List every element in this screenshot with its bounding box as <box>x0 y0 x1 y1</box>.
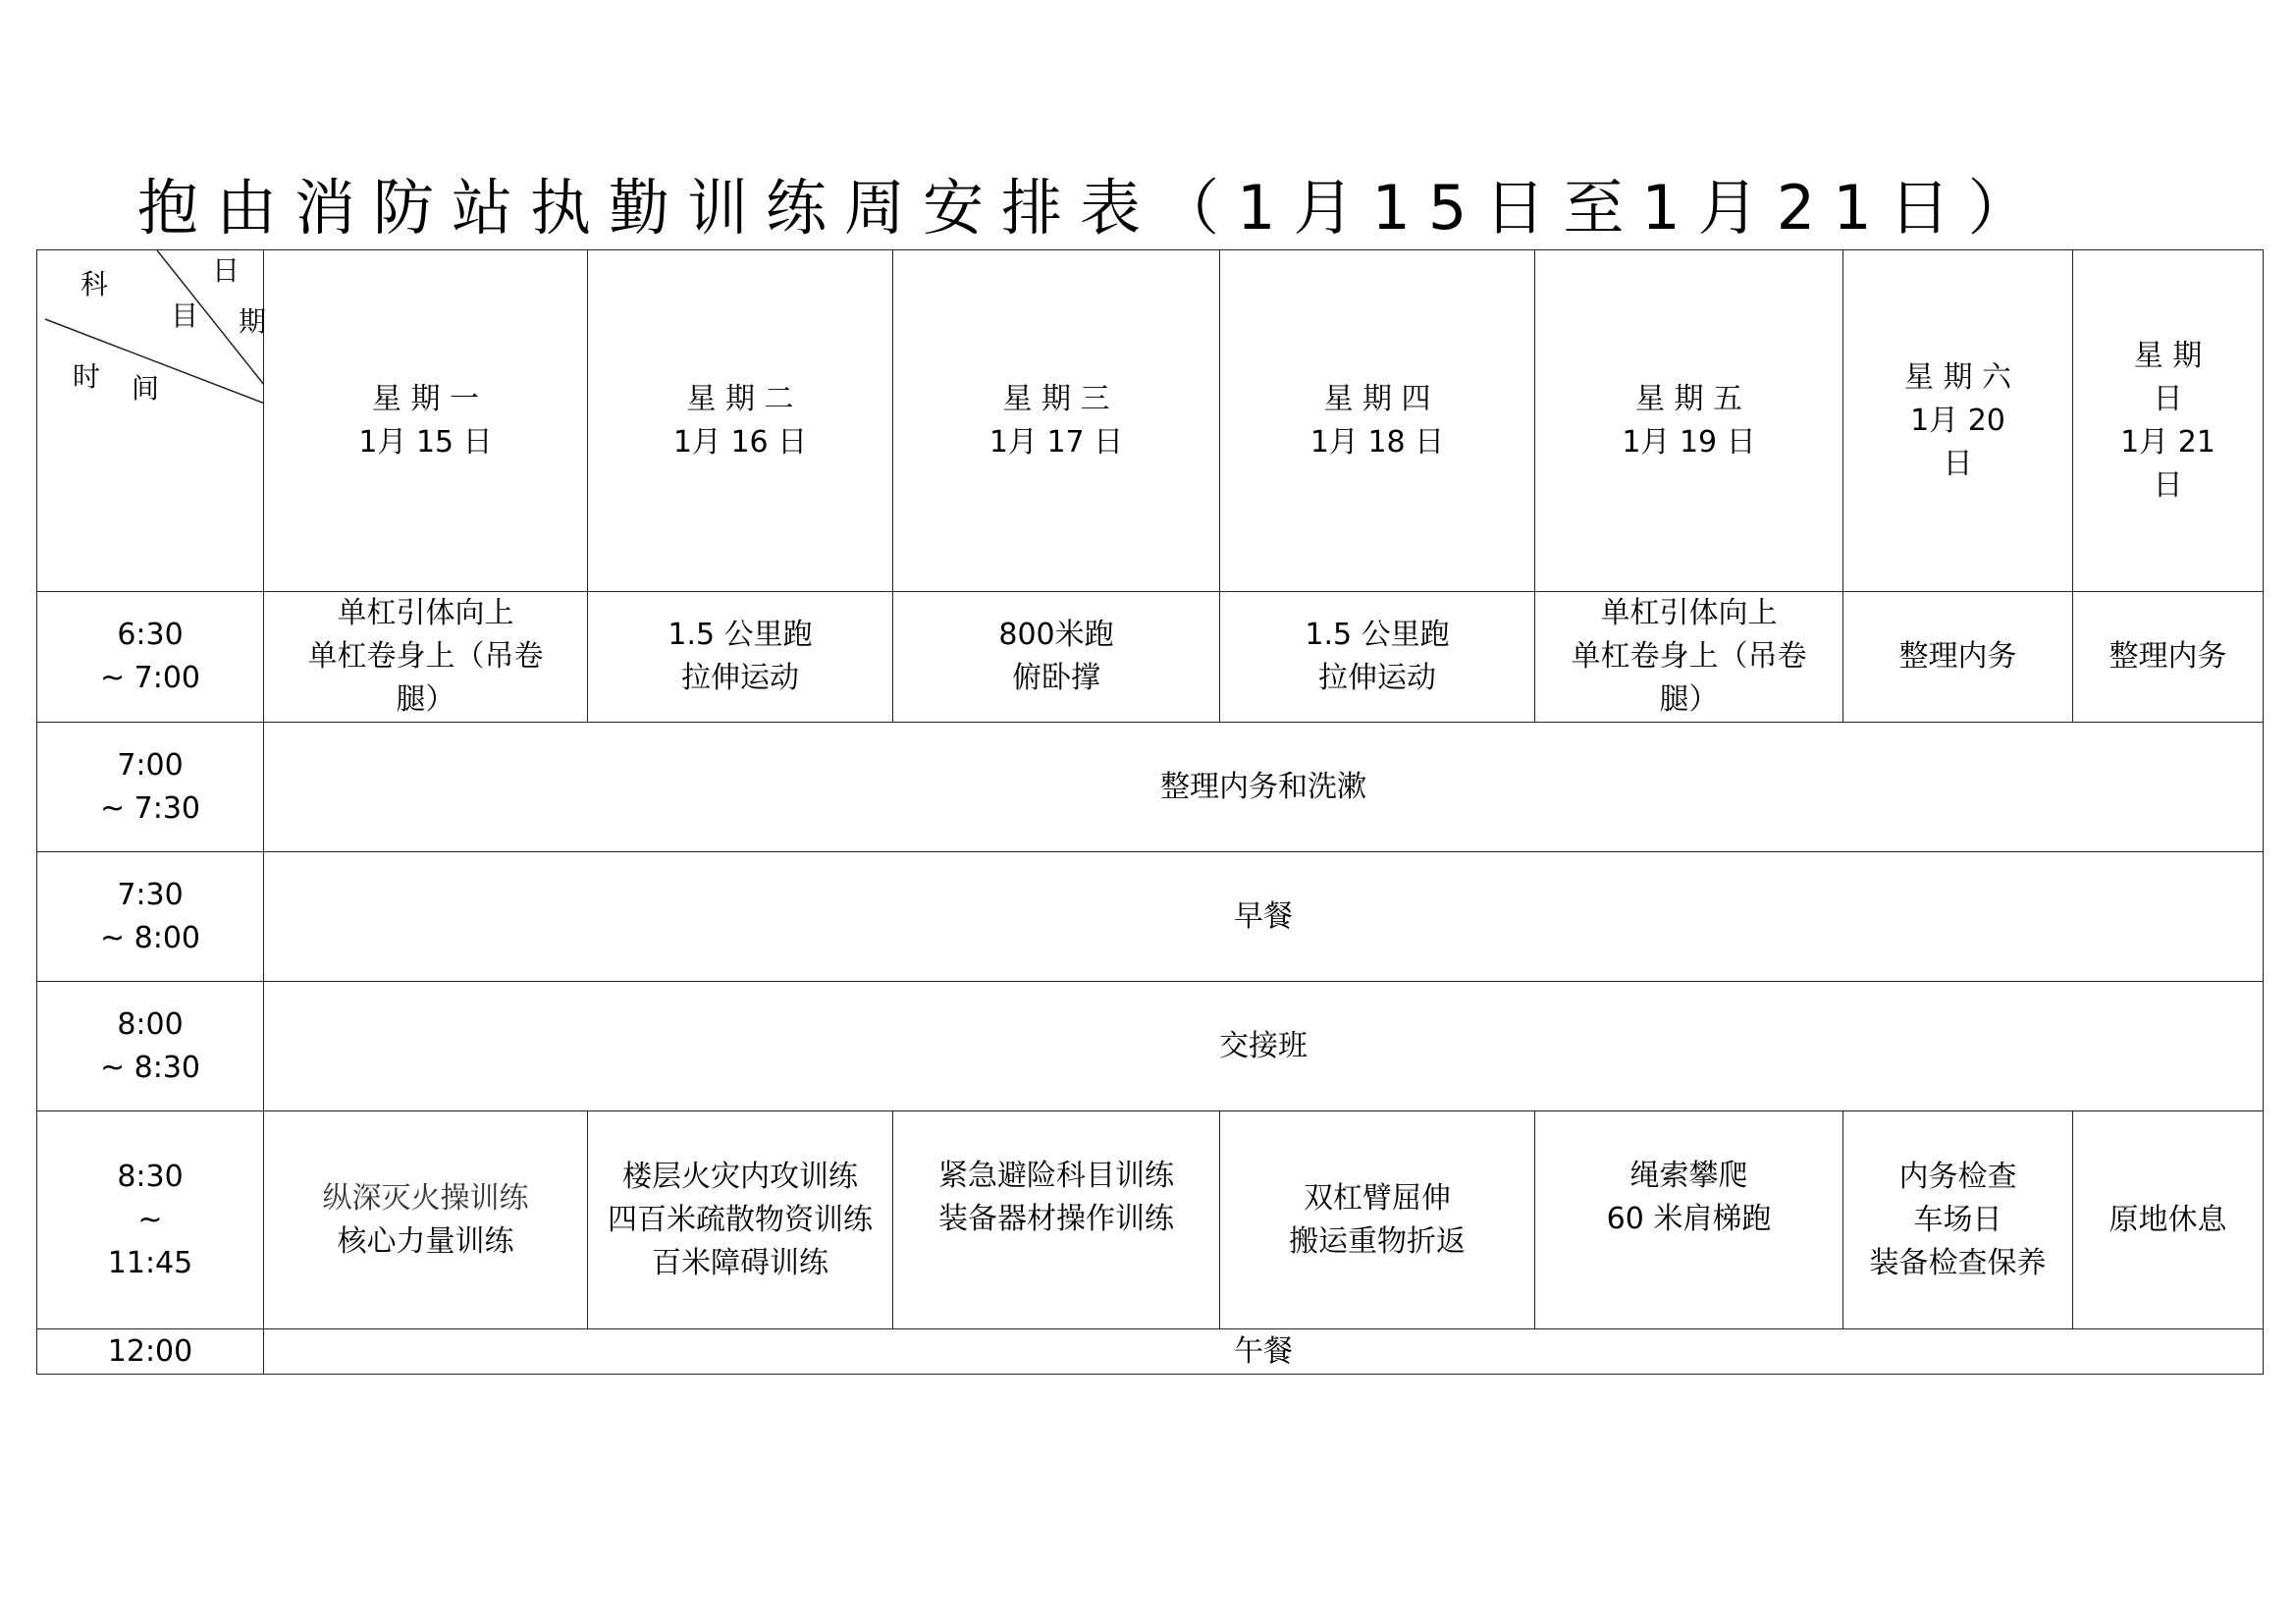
weekday-label: 日 <box>2153 381 2183 416</box>
corner-label-qi: 期 <box>239 305 267 338</box>
activity-cell <box>893 1111 1220 1329</box>
table-row <box>37 1111 2264 1329</box>
time-cell <box>37 592 264 723</box>
time-end: ~ 7:00 <box>99 661 201 695</box>
activity-line: 核心力量训练 <box>337 1223 514 1259</box>
time-start: 12:00 <box>107 1333 193 1369</box>
date-label: 1月 18 日 <box>1309 424 1445 460</box>
schedule-table <box>36 249 2264 1375</box>
table-row <box>37 723 2264 852</box>
date-label: 日 <box>1943 446 1973 481</box>
date-label: 1月 20 <box>1910 403 2005 438</box>
activity-line: 双杠臂屈伸 <box>1304 1180 1451 1216</box>
activity-cell <box>264 592 588 723</box>
weekday-label: 星 期 一 <box>371 381 480 416</box>
corner-label-mu: 目 <box>171 299 199 332</box>
activity-line: 内务检查 <box>1898 1159 2017 1194</box>
activity-line: 绳索攀爬 <box>1629 1159 1748 1193</box>
corner-label-ri: 日 <box>212 254 240 287</box>
weekday-label: 星 期 三 <box>1002 381 1110 416</box>
activity-line: 单杠卷身上（吊卷 <box>307 639 544 674</box>
activity-line: 800米跑 <box>998 618 1114 652</box>
day-header <box>588 250 893 592</box>
corner-label-shi: 时 <box>73 360 101 393</box>
time-end: ~ 7:30 <box>99 790 201 826</box>
header-row <box>37 250 2264 592</box>
date-label: 1月 19 日 <box>1622 424 1756 460</box>
activity-line: 拉伸运动 <box>1318 661 1436 695</box>
activity-line: 1.5 公里跑 <box>667 618 813 652</box>
activity-line: 装备器材操作训练 <box>938 1202 1174 1236</box>
corner-label-jian: 间 <box>132 372 160 405</box>
activity-line: 搬运重物折返 <box>1289 1223 1466 1259</box>
table-row <box>37 592 2264 723</box>
activity-line: 纵深灭火操训练 <box>322 1180 529 1216</box>
date-label: 1月 16 日 <box>672 424 808 460</box>
activity-cell <box>1535 1111 1843 1329</box>
time-start: 7:00 <box>117 747 184 783</box>
date-label: 日 <box>2153 467 2183 503</box>
weekday-label: 星 期 二 <box>686 381 794 416</box>
activity-line: 腿） <box>1659 682 1719 717</box>
time-end: 11:45 <box>107 1245 193 1280</box>
time-end: ~ 8:30 <box>99 1050 201 1085</box>
activity-line: 装备检查保养 <box>1869 1245 2047 1280</box>
date-label: 1月 17 日 <box>988 424 1124 460</box>
activity-cell <box>588 592 893 723</box>
day-header <box>264 250 588 592</box>
activity-line: 俯卧撑 <box>1012 661 1100 695</box>
weekday-label: 星 期 五 <box>1634 381 1743 416</box>
activity-cell-merged: 午餐 <box>264 1329 2264 1375</box>
activity-cell <box>2073 592 2264 723</box>
activity-line: 紧急避险科目训练 <box>938 1159 1174 1193</box>
activity-cell-merged: 交接班 <box>264 982 2264 1111</box>
activity-cell <box>1843 592 2073 723</box>
table-row <box>37 1329 2264 1375</box>
activity-line: 楼层火灾内攻训练 <box>622 1159 858 1194</box>
time-start: 8:30 <box>117 1159 184 1194</box>
time-cell <box>37 1329 264 1375</box>
activity-line: 原地休息 <box>2109 1202 2227 1237</box>
time-end: ~ 8:00 <box>99 920 201 955</box>
activity-line: 腿） <box>396 682 455 717</box>
weekday-label: 星 期 四 <box>1323 381 1431 416</box>
activity-line: 整理内务 <box>1898 639 2017 674</box>
diagonal-lines <box>37 250 267 592</box>
activity-cell <box>264 1111 588 1329</box>
day-header <box>2073 250 2264 592</box>
day-header <box>1535 250 1843 592</box>
activity-line: 车场日 <box>1913 1202 2002 1237</box>
activity-cell <box>2073 1111 2264 1329</box>
activity-line: 拉伸运动 <box>681 661 799 695</box>
activity-line: 单杠卷身上（吊卷 <box>1571 639 1807 674</box>
time-cell <box>37 852 264 982</box>
time-start: 6:30 <box>117 618 184 652</box>
activity-line: 60 米肩梯跑 <box>1606 1202 1772 1236</box>
activity-line: 1.5 公里跑 <box>1305 618 1450 652</box>
corner-label-ke: 科 <box>80 268 109 300</box>
table-row <box>37 982 2264 1111</box>
time-cell <box>37 723 264 852</box>
activity-line: 百米障碍训练 <box>652 1245 828 1280</box>
activity-cell <box>1220 1111 1535 1329</box>
corner-cell <box>37 250 267 592</box>
day-header <box>1843 250 2073 592</box>
time-cell <box>37 1111 264 1329</box>
activity-cell <box>893 592 1220 723</box>
time-start: 8:00 <box>117 1006 184 1042</box>
table-row <box>37 852 2264 982</box>
time-cell <box>37 982 264 1111</box>
activity-line: 四百米疏散物资训练 <box>608 1202 873 1237</box>
activity-cell <box>1535 592 1843 723</box>
page-title: 抱由消防站执勤训练周安排表（1月15日至1月21日） <box>137 172 2047 244</box>
activity-line: 单杠引体向上 <box>1600 596 1778 630</box>
activity-cell-merged: 整理内务和洗漱 <box>264 723 2264 852</box>
weekday-label: 星 期 <box>2133 338 2203 373</box>
activity-cell-merged: 早餐 <box>264 852 2264 982</box>
activity-cell <box>588 1111 893 1329</box>
day-header <box>893 250 1220 592</box>
activity-cell <box>1220 592 1535 723</box>
activity-cell <box>1843 1111 2073 1329</box>
time-start: 7:30 <box>117 877 184 912</box>
activity-line: 单杠引体向上 <box>337 596 514 630</box>
date-label: 1月 21 <box>2120 424 2216 460</box>
day-header <box>1220 250 1535 592</box>
date-label: 1月 15 日 <box>358 424 493 460</box>
weekday-label: 星 期 六 <box>1903 359 2012 395</box>
time-mid: ~ <box>137 1202 163 1237</box>
activity-line: 整理内务 <box>2109 639 2227 674</box>
